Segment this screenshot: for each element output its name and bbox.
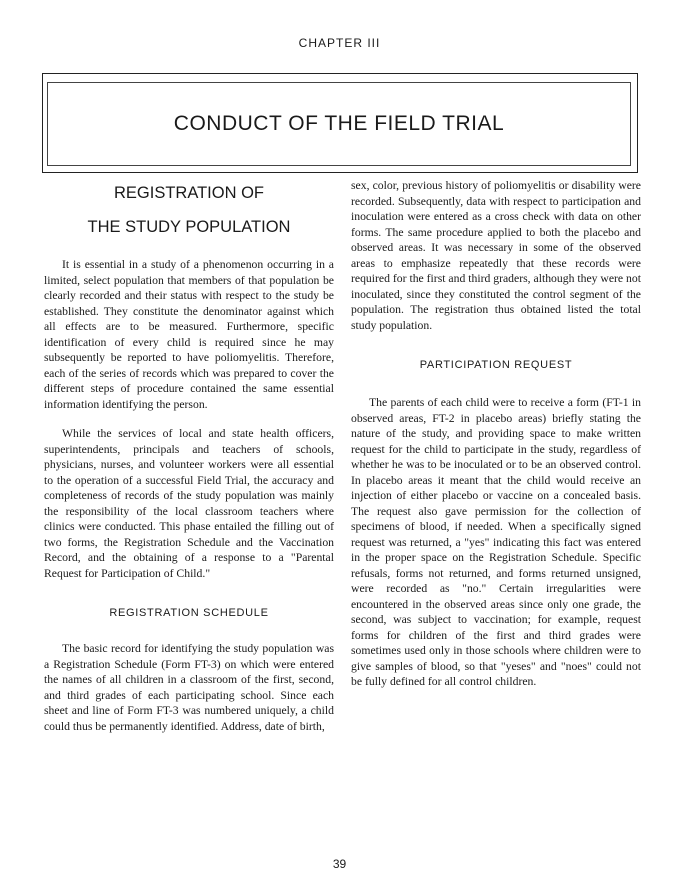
title-box-inner xyxy=(47,82,631,166)
chapter-label: CHAPTER III xyxy=(298,36,381,50)
section-title-line1: REGISTRATION OF xyxy=(113,184,265,202)
page-number: 39 xyxy=(332,857,347,871)
left-paragraph-1: It is essential in a study of a phenomenon occurring in a limited, select population that members of that population be clearly recorded and their status with respect to the study be established. They constitute the denominator against which all effects are to be measured. Furthermore, specific identification of every child is required since he may subsequently be reported to have poliomyelitis. Therefore, each of the series of records which was prepared to cover the different steps of procedure contained the same essential information identifying the person. xyxy=(44,258,334,411)
page-title: CONDUCT OF THE FIELD TRIAL xyxy=(173,112,505,135)
right-column xyxy=(351,178,641,690)
left-column xyxy=(44,178,334,734)
left-paragraph-3: The basic record for identifying the study population was a Registration Schedule (Form FT-3) on which were entered the names of all children in a classroom of the first, second, and third grades of each participating school. Since each sheet and line of Form FT-3 was numbered uniquely, a child could thus be permanently identified. Address, date of birth, xyxy=(44,642,334,733)
title-box xyxy=(42,73,638,173)
section-title-line2: THE STUDY POPULATION xyxy=(87,218,291,236)
subhead-participation-request: PARTICIPATION REQUEST xyxy=(419,359,573,371)
left-paragraph-2: While the services of local and state health officers, superintendents, principals and teachers of schools, physicians, nurses, and volunteer workers were all essential to the operation of a successful Field Trial, the accuracy and completeness of records of the study population was mainly the responsibility of the local classroom teachers where clinics were conducted. This phase entailed the filling out of two forms, the Registration Schedule and the Vaccination Record, and the obtaining of a response to a "Parental Request for Participation of Child." xyxy=(44,427,334,580)
subhead-registration-schedule: REGISTRATION SCHEDULE xyxy=(109,607,269,619)
right-paragraph-2: The parents of each child were to receive a form (FT-1 in observed areas, FT-2 in placebo areas) briefly stating the nature of the study, and providing space to make written request for the child to participate in the study, regardless of whether he was to be inoculated or to be an observed control. In placebo areas it meant that the child would receive an injection of either placebo or vaccine on a concealed basis. The request also gave permission for the collection of specimens of blood, if needed. When a specifically signed request was returned, a "yes" indicating this fact was entered in the proper space on the Registration Schedule. Specific refusals, forms not returned, and forms returned unsigned, were recorded as "no." Certain irregularities were encountered in the observed areas since only one grade, the second, was subject to vaccination; for example, request forms for children of the first and third grades were sometimes used only in those schools where children were to give samples of blood, so that "yeses" and "noes" could not be fully defined for all control children. xyxy=(351,396,641,688)
right-paragraph-1: sex, color, previous history of poliomyelitis or disability were recorded. Subsequently, data with respect to participation and inoculation were entered as a cross check with data on other forms. The same procedure applied to both the placebo and observed areas. It was necessary in some of the observed areas to emphasize repeatedly that these records were required for the first and third graders, although they were not inoculated, since they constituted the control segment of the population. The registration thus obtained listed the total study population. xyxy=(351,179,641,332)
